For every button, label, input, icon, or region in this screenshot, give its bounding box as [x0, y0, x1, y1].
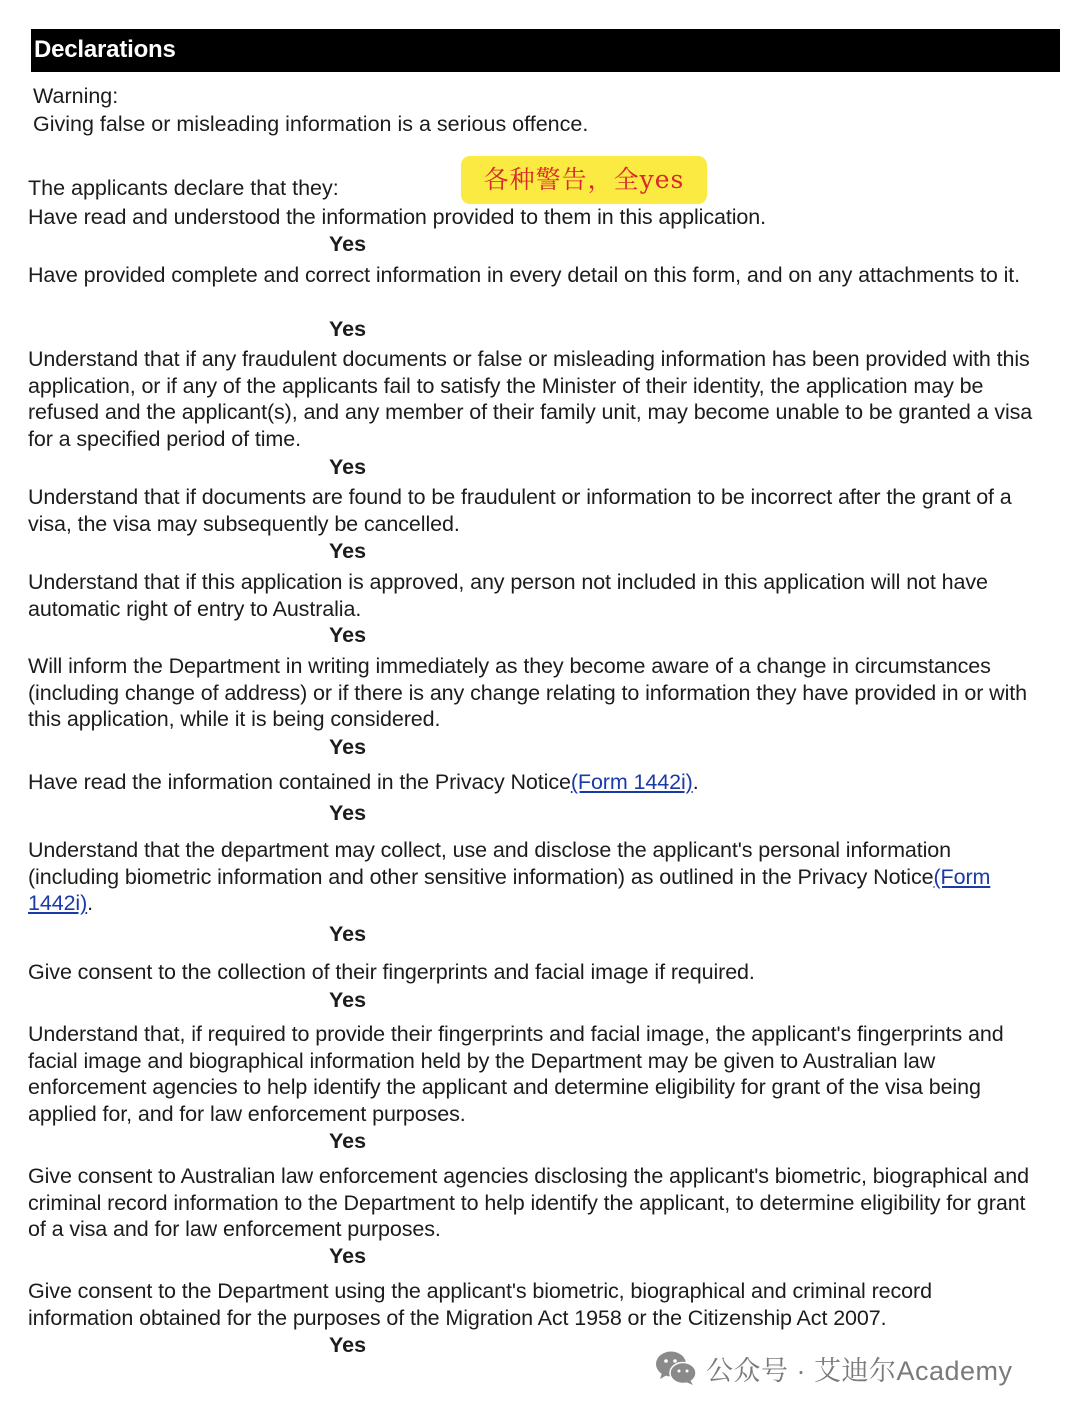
declaration-item — [28, 837, 1038, 917]
declaration-answer: Yes — [329, 539, 367, 563]
declaration-item — [28, 569, 1038, 622]
declaration-answer: Yes — [329, 317, 367, 341]
warning-label: Warning: — [33, 84, 119, 108]
declaration-text: Understand that the department may collect, use and disclose the applicant's personal information (including biometric information and other sensitive information) as outlined in the Privacy Notice — [28, 838, 952, 889]
watermark-text: 公众号 · 艾迪尔Academy — [706, 1355, 1013, 1386]
section-header: Declarations — [31, 29, 1060, 72]
declaration-answer: Yes — [329, 1244, 367, 1268]
declaration-answer: Yes — [329, 232, 367, 256]
declaration-text: Understand that if this application is approved, any person not included in this application will not have automatic right of entry to Australia. — [28, 570, 988, 621]
declaration-item — [28, 204, 1038, 231]
declaration-item — [28, 262, 1038, 289]
declaration-item — [28, 959, 1038, 986]
declaration-answer: Yes — [329, 922, 367, 946]
declaration-item — [28, 653, 1038, 733]
declaration-item — [28, 1021, 1038, 1128]
declaration-suffix: . — [87, 891, 94, 916]
warning-text: Giving false or misleading information is a serious offence. — [33, 112, 589, 136]
declaration-answer: Yes — [329, 1129, 367, 1153]
watermark — [654, 1346, 1013, 1390]
privacy-notice-link[interactable]: (Form 1442i) — [28, 864, 991, 916]
wechat-icon — [654, 1348, 698, 1388]
highlight-annotation: 各种警告，全yes — [461, 156, 707, 204]
declaration-answer: Yes — [329, 735, 367, 759]
declaration-text: Understand that if any fraudulent documents or false or misleading information has been provided with this application, or if any of the applicants fail to satisfy the Minister of their identity, the application may be refused and the applicant(s), and any member of their family unit, may become unable to be granted a visa for a specified period of time. — [28, 347, 1033, 452]
declaration-item — [28, 1163, 1038, 1243]
declaration-item — [28, 346, 1038, 453]
declaration-answer: Yes — [329, 455, 367, 479]
declaration-item — [28, 1278, 1038, 1331]
declaration-answer: Yes — [329, 801, 367, 825]
declaration-answer: Yes — [329, 623, 367, 647]
declaration-text: Will inform the Department in writing immediately as they become aware of a change in circumstances (including change of address) or if there is any change relating to information they have provided in or with this application, while it is being considered. — [28, 654, 1027, 732]
declaration-text: Understand that if documents are found to be fraudulent or information to be incorrect after the grant of a visa, the visa may subsequently be cancelled. — [28, 485, 1012, 536]
declaration-intro: The applicants declare that they: — [28, 176, 339, 200]
declaration-text: Have read the information contained in the Privacy Notice — [28, 770, 571, 794]
declaration-item — [28, 484, 1038, 537]
declaration-text: Have read and understood the information provided to them in this application. — [28, 205, 766, 229]
declaration-suffix: . — [692, 770, 699, 794]
privacy-notice-link[interactable]: (Form 1442i) — [570, 770, 693, 794]
declaration-answer: Yes — [329, 988, 367, 1012]
declaration-text: Give consent to the Department using the applicant's biometric, biographical and criminal record information obtained for the purposes of the Migration Act 1958 or the Citizenship Act 2007. — [28, 1279, 932, 1330]
declaration-answer: Yes — [329, 1333, 367, 1357]
declaration-text: Have provided complete and correct information in every detail on this form, and on any attachments to it. — [28, 263, 1021, 287]
declaration-item — [28, 769, 1038, 796]
declaration-text: Give consent to the collection of their fingerprints and facial image if required. — [28, 960, 755, 984]
declaration-text: Understand that, if required to provide their fingerprints and facial image, the applicant's fingerprints and facial image and biographical information held by the Department may be given to Australian law enforcement agencies to help identify the applicant and determine eligibility for grant of the visa being applied for, and for law enforcement purposes. — [28, 1022, 1004, 1127]
declaration-text: Give consent to Australian law enforcement agencies disclosing the applicant's biometric, biographical and criminal record information to the Department to help identify the applicant, to determine eligibility for grant of a visa and for law enforcement purposes. — [28, 1164, 1029, 1242]
